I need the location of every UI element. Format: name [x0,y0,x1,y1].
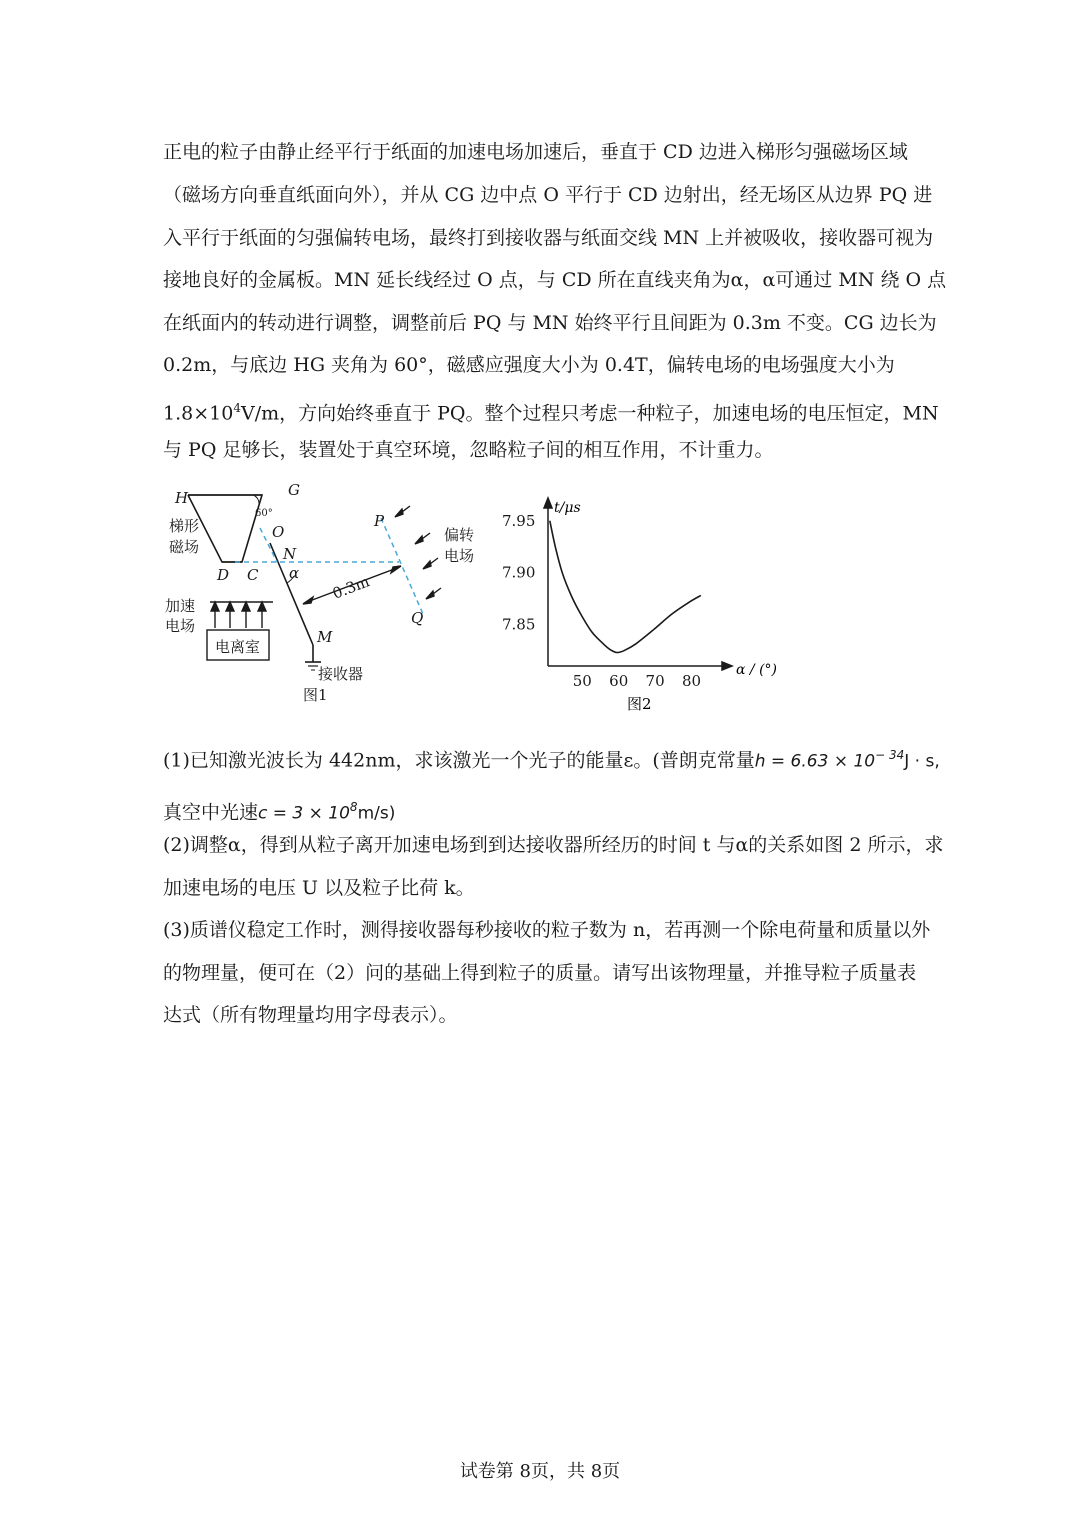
q1-planck-unit: J · s, [904,751,940,772]
label-60: 60° [255,508,273,519]
label-c: C [247,566,259,584]
field-strength-exponent: 4 [233,401,241,415]
label-g: G [288,481,300,499]
figure-2-chart [500,492,790,720]
x-tick-label: 70 [645,672,665,690]
trapezoid-field [188,495,262,562]
field-name-line2: 磁场 [169,538,200,556]
label-d: D [217,566,230,584]
question-1-line1 [163,744,940,772]
field-strength-base: 1.8×10 [163,402,234,425]
q1-prefix: (1)已知激光波长为 442nm，求该激光一个光子的能量ε。(普朗克常量 [163,749,755,772]
q1-line2-prefix: 真空中光速 [163,801,259,824]
y-tick-label: 7.85 [502,615,536,634]
ion-chamber-label: 电离室 [215,638,261,656]
boundary-pq [381,518,423,614]
accel-name-line1: 加速 [165,597,196,615]
body-line-7-rest: V/m，方向始终垂直于 PQ。整个过程只考虑一种粒子，加速电场的电压恒定，MN [240,402,939,425]
label-p: P [374,512,385,530]
deflect-name-line2: 电场 [444,547,475,565]
label-dist: 0.3m [329,572,372,603]
y-tick-label: 7.90 [502,563,536,582]
y-axis-arrow [544,498,552,508]
series-line-t-vs-alpha [550,521,701,653]
receiver-label: 接收器 [318,665,364,683]
field-name-line1: 梯形 [169,517,200,535]
label-q: Q [411,609,424,627]
figure-1-apparatus [155,478,490,713]
deflect-name-line1: 偏转 [444,526,475,544]
body-line-7 [163,397,939,424]
body-line-3: 入平行于纸面的匀强偏转电场，最终打到接收器与纸面交线 MN 上并被吸收，接收器可视为 [163,227,934,249]
figure-1-caption: 图1 [303,686,328,704]
angle-arc [253,495,259,504]
body-line-1: 正电的粒子由静止经平行于纸面的加速电场加速后，垂直于 CD 边进入梯形匀强磁场区域 [163,141,908,163]
question-2-line1: (2)调整α，得到从粒子离开加速电场到到达接收器所经历的时间 t 与α的关系如图 2 所示，求 [163,834,944,856]
body-line-4: 接地良好的金属板。MN 延长线经过 O 点，与 CD 所在直线夹角为α，α可通过 MN 绕 O 点 [163,269,947,291]
label-n: N [283,545,297,563]
body-line-5: 在纸面内的转动进行调整，调整前后 PQ 与 MN 始终平行且间距为 0.3m 不变。CG 边长为 [163,312,937,334]
x-tick-label: 60 [609,672,629,690]
q1-light-speed-exp: 8 [349,800,358,814]
accel-name-line2: 电场 [165,617,196,635]
q1-light-speed: c = 3 × 10 [258,803,350,824]
question-3-line1: (3)质谱仪稳定工作时，测得接收器每秒接收的粒子数为 n，若再测一个除电荷量和质量以外 [163,919,931,941]
label-o: O [272,523,285,541]
q1-planck: h = 6.63 × 10 [754,751,876,772]
question-3-line3: 达式（所有物理量均用字母表示）。 [163,1004,458,1026]
body-line-8: 与 PQ 足够长，装置处于真空环境，忽略粒子间的相互作用，不计重力。 [163,439,774,461]
body-line-6: 0.2m，与底边 HG 夹角为 60°，磁感应强度大小为 0.4T，偏转电场的电场强度大小为 [163,354,895,376]
q1-planck-exp: − 34 [875,748,905,762]
x-tick-label: 50 [572,672,592,690]
question-3-line2: 的物理量，便可在（2）问的基础上得到粒子的质量。请写出该物理量，并推导粒子质量表 [163,962,917,984]
label-alpha: α [289,564,300,582]
question-1-line2 [163,796,395,824]
page-footer: 试卷第 8页，共 8页 [459,1461,621,1482]
x-tick-label: 80 [681,672,702,690]
y-axis-label: t/μs [554,500,581,516]
x-axis-arrow [722,662,732,670]
x-axis-label: α / (°) [736,662,777,678]
q1-light-speed-unit: m/s) [357,803,396,824]
label-h: H [175,489,189,507]
body-line-2: （磁场方向垂直纸面向外），并从 CG 边中点 O 平行于 CD 边射出，经无场区从边界 PQ 进 [163,184,933,206]
y-tick-label: 7.95 [502,511,536,530]
question-2-line2: 加速电场的电压 U 以及粒子比荷 k。 [163,877,475,899]
label-m: M [317,628,333,646]
figure-2-caption: 图2 [627,695,652,713]
